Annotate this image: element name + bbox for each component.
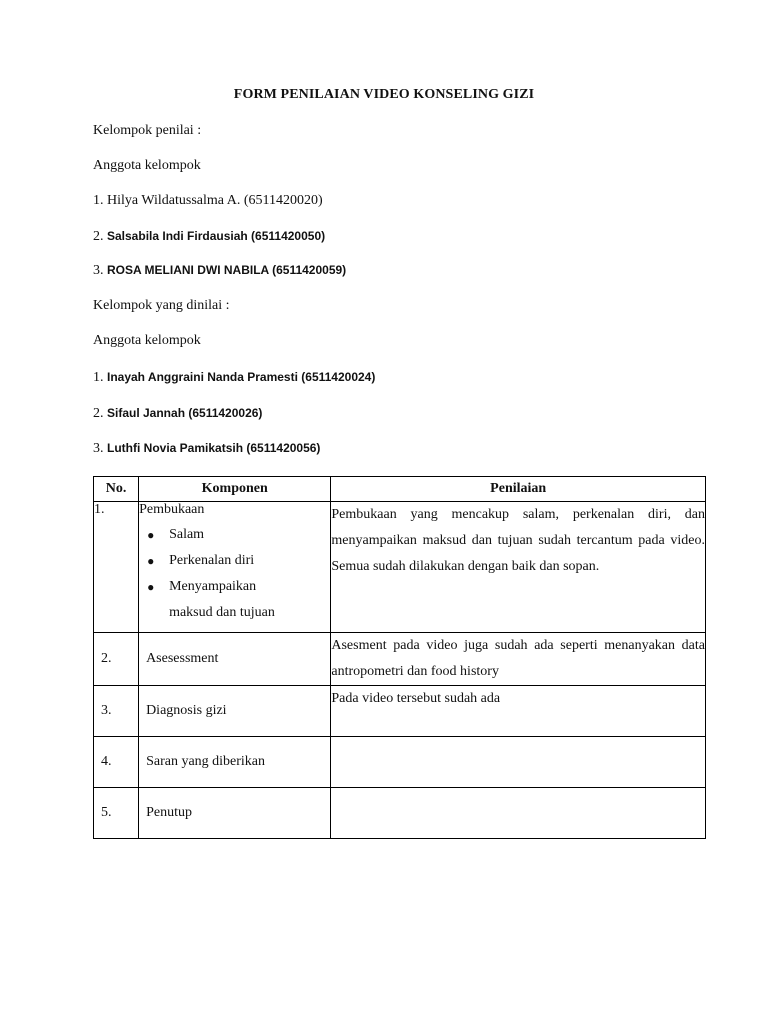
bullet-icon: ●: [147, 528, 155, 542]
dinilai-members-label: Anggota kelompok: [93, 333, 201, 348]
row-number: 2.: [94, 633, 139, 686]
member-number: 3.: [93, 441, 104, 456]
row-number: 3.: [94, 686, 139, 737]
assessment-table: [93, 476, 706, 839]
row-number: 5.: [94, 788, 139, 839]
penilai-member: [93, 227, 325, 246]
row-penilaian: Pembukaan yang mencakup salam, perkenalan diri, dan menyampaikan maksud dan tujuan sudah tercantum pada video. Semua sudah dilakukan dengan baik dan sopan.: [331, 502, 706, 633]
member-number: 1.: [93, 193, 104, 208]
table-row: [94, 788, 706, 839]
member-name: Hilya Wildatussalma A. (6511420020): [107, 193, 323, 208]
table-row: [94, 737, 706, 788]
komponen-title: Pembukaan: [139, 502, 205, 517]
header-no: No.: [94, 477, 139, 502]
list-item: ● Salam: [169, 522, 330, 548]
row-penilaian: [331, 788, 706, 839]
row-number: 1.: [94, 502, 139, 633]
dinilai-member: [93, 439, 320, 458]
bullet-icon: ●: [147, 580, 155, 594]
table-row: [94, 686, 706, 737]
member-number: 1.: [93, 370, 104, 385]
member-number: 2.: [93, 229, 104, 244]
table-row: [94, 633, 706, 686]
penilai-members-label: Anggota kelompok: [93, 158, 201, 173]
row-penilaian: Asesment pada video juga sudah ada seperti menanyakan data antropometri dan food history: [331, 633, 706, 686]
row-komponen: Penutup: [139, 788, 331, 839]
bullet-continuation: maksud dan tujuan: [169, 605, 275, 620]
penilai-label: Kelompok penilai :: [93, 123, 202, 138]
list-item: ● Perkenalan diri: [169, 548, 330, 574]
member-number: 3.: [93, 263, 104, 278]
member-name: Sifaul Jannah (6511420026): [107, 406, 263, 420]
bullet-icon: ●: [147, 554, 155, 568]
row-komponen: Saran yang diberikan: [139, 737, 331, 788]
list-item: ● Menyampaikan: [169, 574, 330, 600]
dinilai-member: [93, 404, 262, 423]
row-komponen: Diagnosis gizi: [139, 686, 331, 737]
row-komponen: Asesessment: [139, 633, 331, 686]
row-number: 4.: [94, 737, 139, 788]
dinilai-member: [93, 368, 375, 387]
row-komponen: [139, 502, 331, 633]
member-name: Salsabila Indi Firdausiah (6511420050): [107, 229, 326, 243]
table-header-row: [94, 477, 706, 502]
header-komponen: Komponen: [139, 477, 331, 502]
dinilai-label: Kelompok yang dinilai :: [93, 298, 230, 313]
member-number: 2.: [93, 406, 104, 421]
member-name: ROSA MELIANI DWI NABILA (6511420059): [107, 263, 347, 277]
penilai-member: [93, 261, 346, 280]
header-penilaian: Penilaian: [331, 477, 706, 502]
row-penilaian: [331, 737, 706, 788]
row-penilaian: Pada video tersebut sudah ada: [331, 686, 706, 737]
table-row: [94, 502, 706, 633]
penilai-member: [93, 192, 323, 210]
komponen-bullets: [139, 522, 330, 600]
form-title: FORM PENILAIAN VIDEO KONSELING GIZI: [233, 87, 535, 102]
member-name: Inayah Anggraini Nanda Pramesti (6511420024): [107, 370, 376, 384]
member-name: Luthfi Novia Pamikatsih (6511420056): [107, 441, 321, 455]
